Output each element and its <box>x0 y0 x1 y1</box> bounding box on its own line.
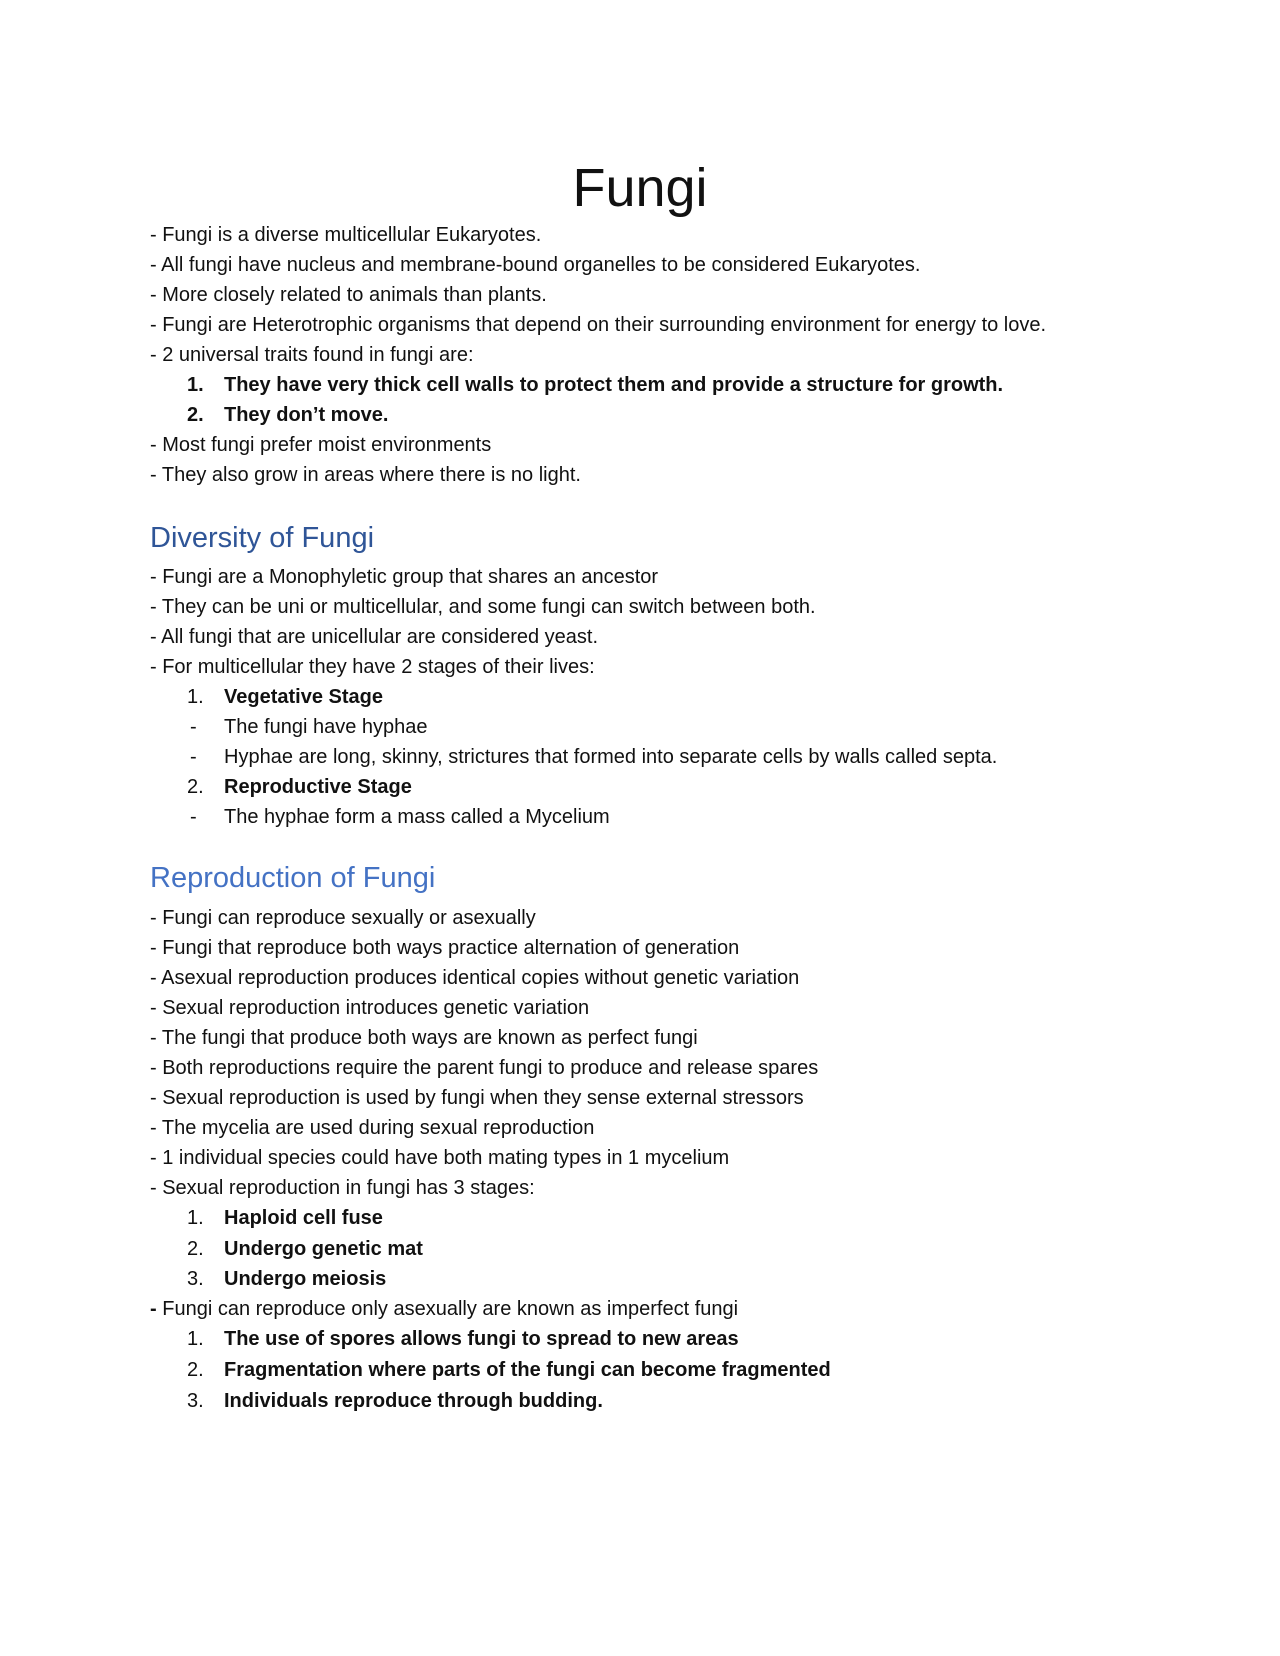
page-title: Fungi <box>572 158 708 218</box>
intro-line: - Fungi are Heterotrophic organisms that depend on their surrounding environment for energy to love. <box>150 314 1047 336</box>
diversity-line: - They can be uni or multicellular, and some fungi can switch between both. <box>150 596 816 618</box>
reproduction-line: - Sexual reproduction is used by fungi when they sense external stressors <box>150 1087 804 1109</box>
intro-line: - All fungi have nucleus and membrane-bound organelles to be considered Eukaryotes. <box>150 254 921 276</box>
reproduction-line: - 1 individual species could have both mating types in 1 mycelium <box>150 1147 730 1169</box>
imperfect-dash: - <box>150 1298 157 1320</box>
stage-number: 1. <box>187 686 204 708</box>
trait-item: They have very thick cell walls to protect them and provide a structure for growth. <box>224 374 1004 396</box>
diversity-line: - All fungi that are unicellular are considered yeast. <box>150 626 599 648</box>
heading-reproduction: Reproduction of Fungi <box>150 862 436 894</box>
sexual-stage-item: Undergo genetic mat <box>224 1238 423 1260</box>
stage-title: Vegetative Stage <box>224 686 383 708</box>
method-number: 3. <box>187 1390 204 1412</box>
sexual-stage-number: 2. <box>187 1238 204 1260</box>
stage-number: 2. <box>187 776 204 798</box>
reproduction-line: - The fungi that produce both ways are known as perfect fungi <box>150 1027 698 1049</box>
reproduction-line: - The mycelia are used during sexual reproduction <box>150 1117 595 1139</box>
sexual-stage-item: Haploid cell fuse <box>224 1207 383 1229</box>
sexual-stage-number: 3. <box>187 1268 204 1290</box>
heading-diversity: Diversity of Fungi <box>150 522 375 554</box>
intro-line: - 2 universal traits found in fungi are: <box>150 344 474 366</box>
diversity-line: - For multicellular they have 2 stages of their lives: <box>150 656 595 678</box>
reproduction-line: - Fungi can reproduce sexually or asexually <box>150 907 536 929</box>
intro-line: - Most fungi prefer moist environments <box>150 434 492 456</box>
reproduction-line: - Fungi that reproduce both ways practice alternation of generation <box>150 937 740 959</box>
method-item: The use of spores allows fungi to spread to new areas <box>224 1328 739 1350</box>
trait-number: 1. <box>187 374 204 396</box>
imperfect-text: Fungi can reproduce only asexually are known as imperfect fungi <box>156 1298 739 1320</box>
stage-dash: - <box>190 806 197 828</box>
trait-item: They don’t move. <box>224 404 389 426</box>
sexual-stage-item: Undergo meiosis <box>224 1268 387 1290</box>
stage-dash: - <box>190 716 197 738</box>
method-item: Fragmentation where parts of the fungi can become fragmented <box>224 1359 831 1381</box>
imperfect-line <box>150 1297 738 1321</box>
method-number: 1. <box>187 1328 204 1350</box>
reproduction-line: - Both reproductions require the parent fungi to produce and release spares <box>150 1057 819 1079</box>
reproduction-line: - Sexual reproduction in fungi has 3 stages: <box>150 1177 535 1199</box>
reproduction-line: - Asexual reproduction produces identical copies without genetic variation <box>150 967 800 989</box>
stage-item: The fungi have hyphae <box>224 716 428 738</box>
trait-number: 2. <box>187 404 204 426</box>
stage-item: Hyphae are long, skinny, strictures that formed into separate cells by walls called septa. <box>224 746 998 768</box>
stage-item: The hyphae form a mass called a Mycelium <box>224 806 610 828</box>
stage-title: Reproductive Stage <box>224 776 412 798</box>
intro-line: - Fungi is a diverse multicellular Eukaryotes. <box>150 224 542 246</box>
method-item: Individuals reproduce through budding. <box>224 1390 603 1412</box>
intro-line: - More closely related to animals than plants. <box>150 284 547 306</box>
diversity-line: - Fungi are a Monophyletic group that shares an ancestor <box>150 566 659 588</box>
intro-line: - They also grow in areas where there is no light. <box>150 464 581 486</box>
sexual-stage-number: 1. <box>187 1207 204 1229</box>
reproduction-line: - Sexual reproduction introduces genetic variation <box>150 997 590 1019</box>
stage-dash: - <box>190 746 197 768</box>
method-number: 2. <box>187 1359 204 1381</box>
